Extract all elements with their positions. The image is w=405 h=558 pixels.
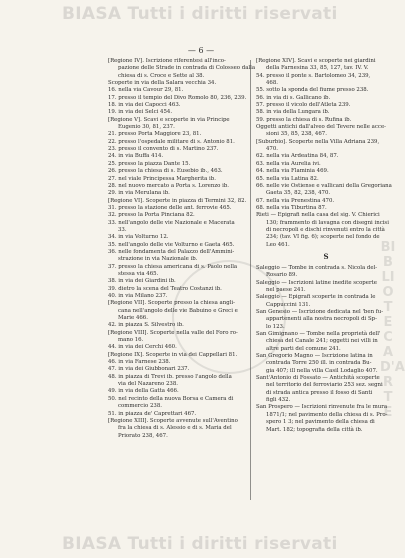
index-line: 17. presso il tempio del Divo Romolo 80, 236, 239. bbox=[108, 94, 247, 101]
index-line: di necropoli e dischi rinvenuti entro la città bbox=[266, 226, 385, 233]
index-line: strazione in via Nazionale ib. bbox=[118, 256, 198, 263]
index-line: lo 123. bbox=[266, 323, 285, 330]
index-line: [Regione XIII]. Scoperte avvenute sull'Aventino bbox=[108, 417, 238, 424]
index-line: 47. in via dei Giubbonari 237. bbox=[108, 366, 190, 373]
index-line: 44. in via dei Cerchi 460. bbox=[108, 344, 177, 351]
index-line: Rieti — Epigrafi nella casa del sig. V. Chierici bbox=[256, 212, 380, 219]
index-line: San Prospero — Iscrizioni rinvenute fra le mura bbox=[256, 404, 388, 411]
index-line: Oggetti antichi dall'alveo del Tevere nelle acce- bbox=[256, 124, 386, 131]
index-line: 48. in piazza di Trevi ib. presso l'angolo della bbox=[108, 373, 232, 380]
index-line: Gaeta 35, 82, 238, 470. bbox=[266, 190, 331, 197]
index-line: 55. sotto la sponda del fiume presso 238. bbox=[256, 87, 369, 94]
index-line: [Suburbio]. Scoperte nella Villa Adriana 239, bbox=[256, 138, 380, 145]
index-line: 21. presso Porta Maggiore 23, 81. bbox=[108, 131, 202, 138]
index-column-left bbox=[108, 58, 256, 440]
index-line: 18. in via dei Capocci 463. bbox=[108, 102, 181, 109]
index-line: 33. bbox=[118, 226, 127, 233]
index-line: 66. nelle vie Ostiense e vallicani della Gregoriana bbox=[256, 182, 392, 189]
index-line: fra la chiesa di s. Alessio e di s. Maria del bbox=[118, 425, 232, 432]
index-line: chiesa del Canale 241; oggetti nei villi in bbox=[266, 338, 378, 345]
index-line: [Regione VIII]. Scoperte nella valle del Foro ro- bbox=[108, 329, 238, 336]
index-line: 40. in via Milano 237. bbox=[108, 293, 168, 299]
index-line: 51. in piazza de' Caprettari 467. bbox=[108, 410, 197, 417]
index-line: 42. in piazza S. Silvestro ib. bbox=[108, 322, 184, 329]
index-line: 33. nell'angolo delle vie Nazionale e Macerata bbox=[108, 219, 235, 226]
index-line: Scoperte in via della Salara vecchia 34. bbox=[108, 80, 217, 87]
index-line: [Regione XIV]. Scavi e scoperte nei giardini bbox=[256, 58, 376, 64]
page-number: — 6 — bbox=[187, 46, 215, 55]
index-line: 19. in via dei Selci 454. bbox=[108, 109, 173, 116]
watermark-top: BIASA Tutti i diritti riservati bbox=[62, 4, 338, 24]
index-line: 67. nella via Prenestina 470. bbox=[256, 197, 335, 204]
index-line: 46. in via Farnese 238. bbox=[108, 359, 171, 366]
index-line: 28. nel nuovo mercato a Porta s. Lorenzo ib. bbox=[108, 182, 230, 189]
index-line: San Gregorio Magno — Iscrizione latina in bbox=[256, 353, 373, 360]
index-line: altre parti del comune 241. bbox=[266, 345, 341, 352]
index-line: di strada antica presso il fosso di Santi bbox=[266, 389, 373, 396]
index-line: Sant'Antonio di Fossato — Antichità scoperte bbox=[256, 375, 380, 382]
index-line: Cappuccini 131. bbox=[266, 301, 311, 308]
index-line: [Regione VII]. Scoperte presso la chiesa angli- bbox=[108, 300, 235, 307]
index-line: 59. presso la chiesa di s. Rufina ib. bbox=[256, 116, 352, 123]
index-line: contrada Torre 250 ill. in contrada Bu- bbox=[266, 360, 372, 367]
index-line: Leo 461. bbox=[266, 241, 290, 248]
index-line: cana nell'angolo delle vie Babuino e Greci e bbox=[118, 307, 238, 314]
index-line: Saleggio — Tombe in contrada s. Nicola del- bbox=[256, 264, 378, 271]
index-line: [Regione VI]. Scoperte in piazza di Termini 32, 82. bbox=[108, 197, 247, 204]
column-divider bbox=[250, 60, 251, 500]
index-line: 58. in via della Lungara ib. bbox=[256, 109, 330, 116]
index-line: 65. nella via Latina 82. bbox=[256, 175, 319, 182]
index-entries-r bbox=[256, 58, 396, 249]
index-line: spero 1 3; nel pavimento della chiesa di bbox=[266, 419, 375, 426]
index-line: 50. nel recinto della nuova Borsa e Camera di bbox=[108, 395, 234, 402]
index-line: 470. bbox=[266, 146, 279, 153]
section-letter: S bbox=[323, 251, 329, 261]
index-line: pazione delle Strade in contrada di Colosseo dalla bbox=[118, 65, 256, 72]
index-line: 22. presso l'ospedale militare di s. Antonio 81. bbox=[108, 138, 235, 145]
index-line: 34. in via Volturno 12. bbox=[108, 234, 169, 241]
index-line: Rosario 89. bbox=[266, 272, 298, 279]
index-line: 234; (tav. VI fig. 6); scoperte nel fondo de bbox=[266, 234, 380, 241]
index-line: 54. presso il ponte s. Bartolomeo 34, 239, bbox=[256, 72, 371, 79]
watermark-side: BIBLIOTECA D'ARTE bbox=[380, 240, 405, 420]
index-line: Saleggio — Epigrafi scoperte in contrada le bbox=[256, 294, 376, 301]
index-line: 68. nella via Tiburtina 87. bbox=[256, 204, 327, 211]
index-line: 26. presso la chiesa di s. Eusebio ib., 463. bbox=[108, 168, 223, 175]
index-line: commercio 238. bbox=[118, 403, 162, 410]
index-line: 38. in via dei Giardini ib. bbox=[108, 278, 176, 285]
index-line: 32. presso la Porta Pinciana 82. bbox=[108, 212, 195, 219]
index-line: 16. nella via Cavour 29, 81. bbox=[108, 87, 184, 94]
index-line: 64. nella via Flaminia 469. bbox=[256, 168, 329, 175]
index-line: 27. nel viale Principessa Margherita ib. bbox=[108, 175, 216, 182]
index-line: 49. in via della Gatta 466. bbox=[108, 388, 179, 395]
index-line: 56. in via di s. Gallicano ib. bbox=[256, 94, 331, 101]
watermark-bottom: BIASA Tutti i diritti riservati bbox=[62, 534, 338, 554]
index-line: 31. presso la stazione delle ant. ferrovie 465. bbox=[108, 204, 232, 211]
index-line: 36. nelle fondamenta del Palazzo dell'Ammini- bbox=[108, 248, 235, 255]
index-line: chiesa di s. Croce e Sette al 38. bbox=[118, 72, 205, 79]
index-line: 35. nell'angolo delle vie Volturno e Gaeta 465. bbox=[108, 241, 235, 248]
index-line: 1871/1; nel pavimento della chiesa di s. Pro- bbox=[266, 411, 388, 418]
index-line: Saleggio — Iscrizioni latine inedite scoperte bbox=[256, 279, 377, 286]
index-line: Priorato 238, 467. bbox=[118, 432, 168, 439]
index-line: 62. nella via Ardeatina 84, 87. bbox=[256, 153, 339, 160]
index-line: 25. presso la piazza Dante 15. bbox=[108, 160, 191, 167]
index-line: stessa via 465. bbox=[118, 270, 159, 277]
index-line: Mart. 182; topografia della città ib. bbox=[266, 426, 363, 433]
index-line: 63. nella via Aurelia ivi. bbox=[256, 160, 321, 167]
index-line: 57. presso il vicolo dell'Atleta 239. bbox=[256, 102, 351, 109]
index-line: Marie 466. bbox=[118, 315, 148, 322]
index-line: 29. in via Merulana ib. bbox=[108, 190, 170, 197]
index-line: 37. presso la chiesa americana di s. Paolo nella bbox=[108, 263, 238, 270]
index-line: nel paese 241. bbox=[266, 286, 306, 293]
index-line: Eugenio 30, 81, 237. bbox=[118, 124, 175, 131]
index-line: San Genesio — Iscrizione dedicata nel 'ben fu- bbox=[256, 309, 384, 315]
index-line: 39. dietro la scena del Teatro Costanzi ib. bbox=[108, 285, 222, 292]
index-line: gia 407; ill nella villa Casil Lodaglio 407. bbox=[266, 367, 378, 374]
index-line: [Regione IX]. Scoperte in via dei Cappellari 81. bbox=[108, 351, 238, 358]
index-entries-s bbox=[256, 265, 396, 434]
index-line: della Farnesina 33, 85, 127, tav. IV. V. bbox=[266, 65, 369, 72]
index-line: 468. bbox=[266, 80, 279, 87]
index-line: via del Nazareno 238. bbox=[118, 381, 178, 388]
index-line: [Regione V]. Scavi e scoperte in via Principe bbox=[108, 116, 230, 123]
index-line: mano 16. bbox=[118, 337, 144, 344]
index-line: San Gimignano — Tombe nella proprietà dell' bbox=[256, 331, 381, 338]
index-column-right bbox=[256, 58, 405, 434]
index-line: nel territorio del ferroviario 253 sez. segni bbox=[266, 382, 383, 389]
index-line: 130; frammento di lavagna con disegni incisi bbox=[266, 219, 389, 226]
index-line: appartenenti alla nostra necropoli di Sp- bbox=[266, 316, 377, 323]
index-line: 24. in via Buffa 414. bbox=[108, 153, 164, 160]
index-line: sioni 35, 85, 238, 467. bbox=[266, 131, 327, 138]
index-line: figli 432. bbox=[266, 397, 291, 404]
index-line: [Regione IV]. Iscrizione riferentesi all'inco- bbox=[108, 58, 226, 64]
index-line: 23. presso il convento di s. Martino 237. bbox=[108, 146, 219, 153]
